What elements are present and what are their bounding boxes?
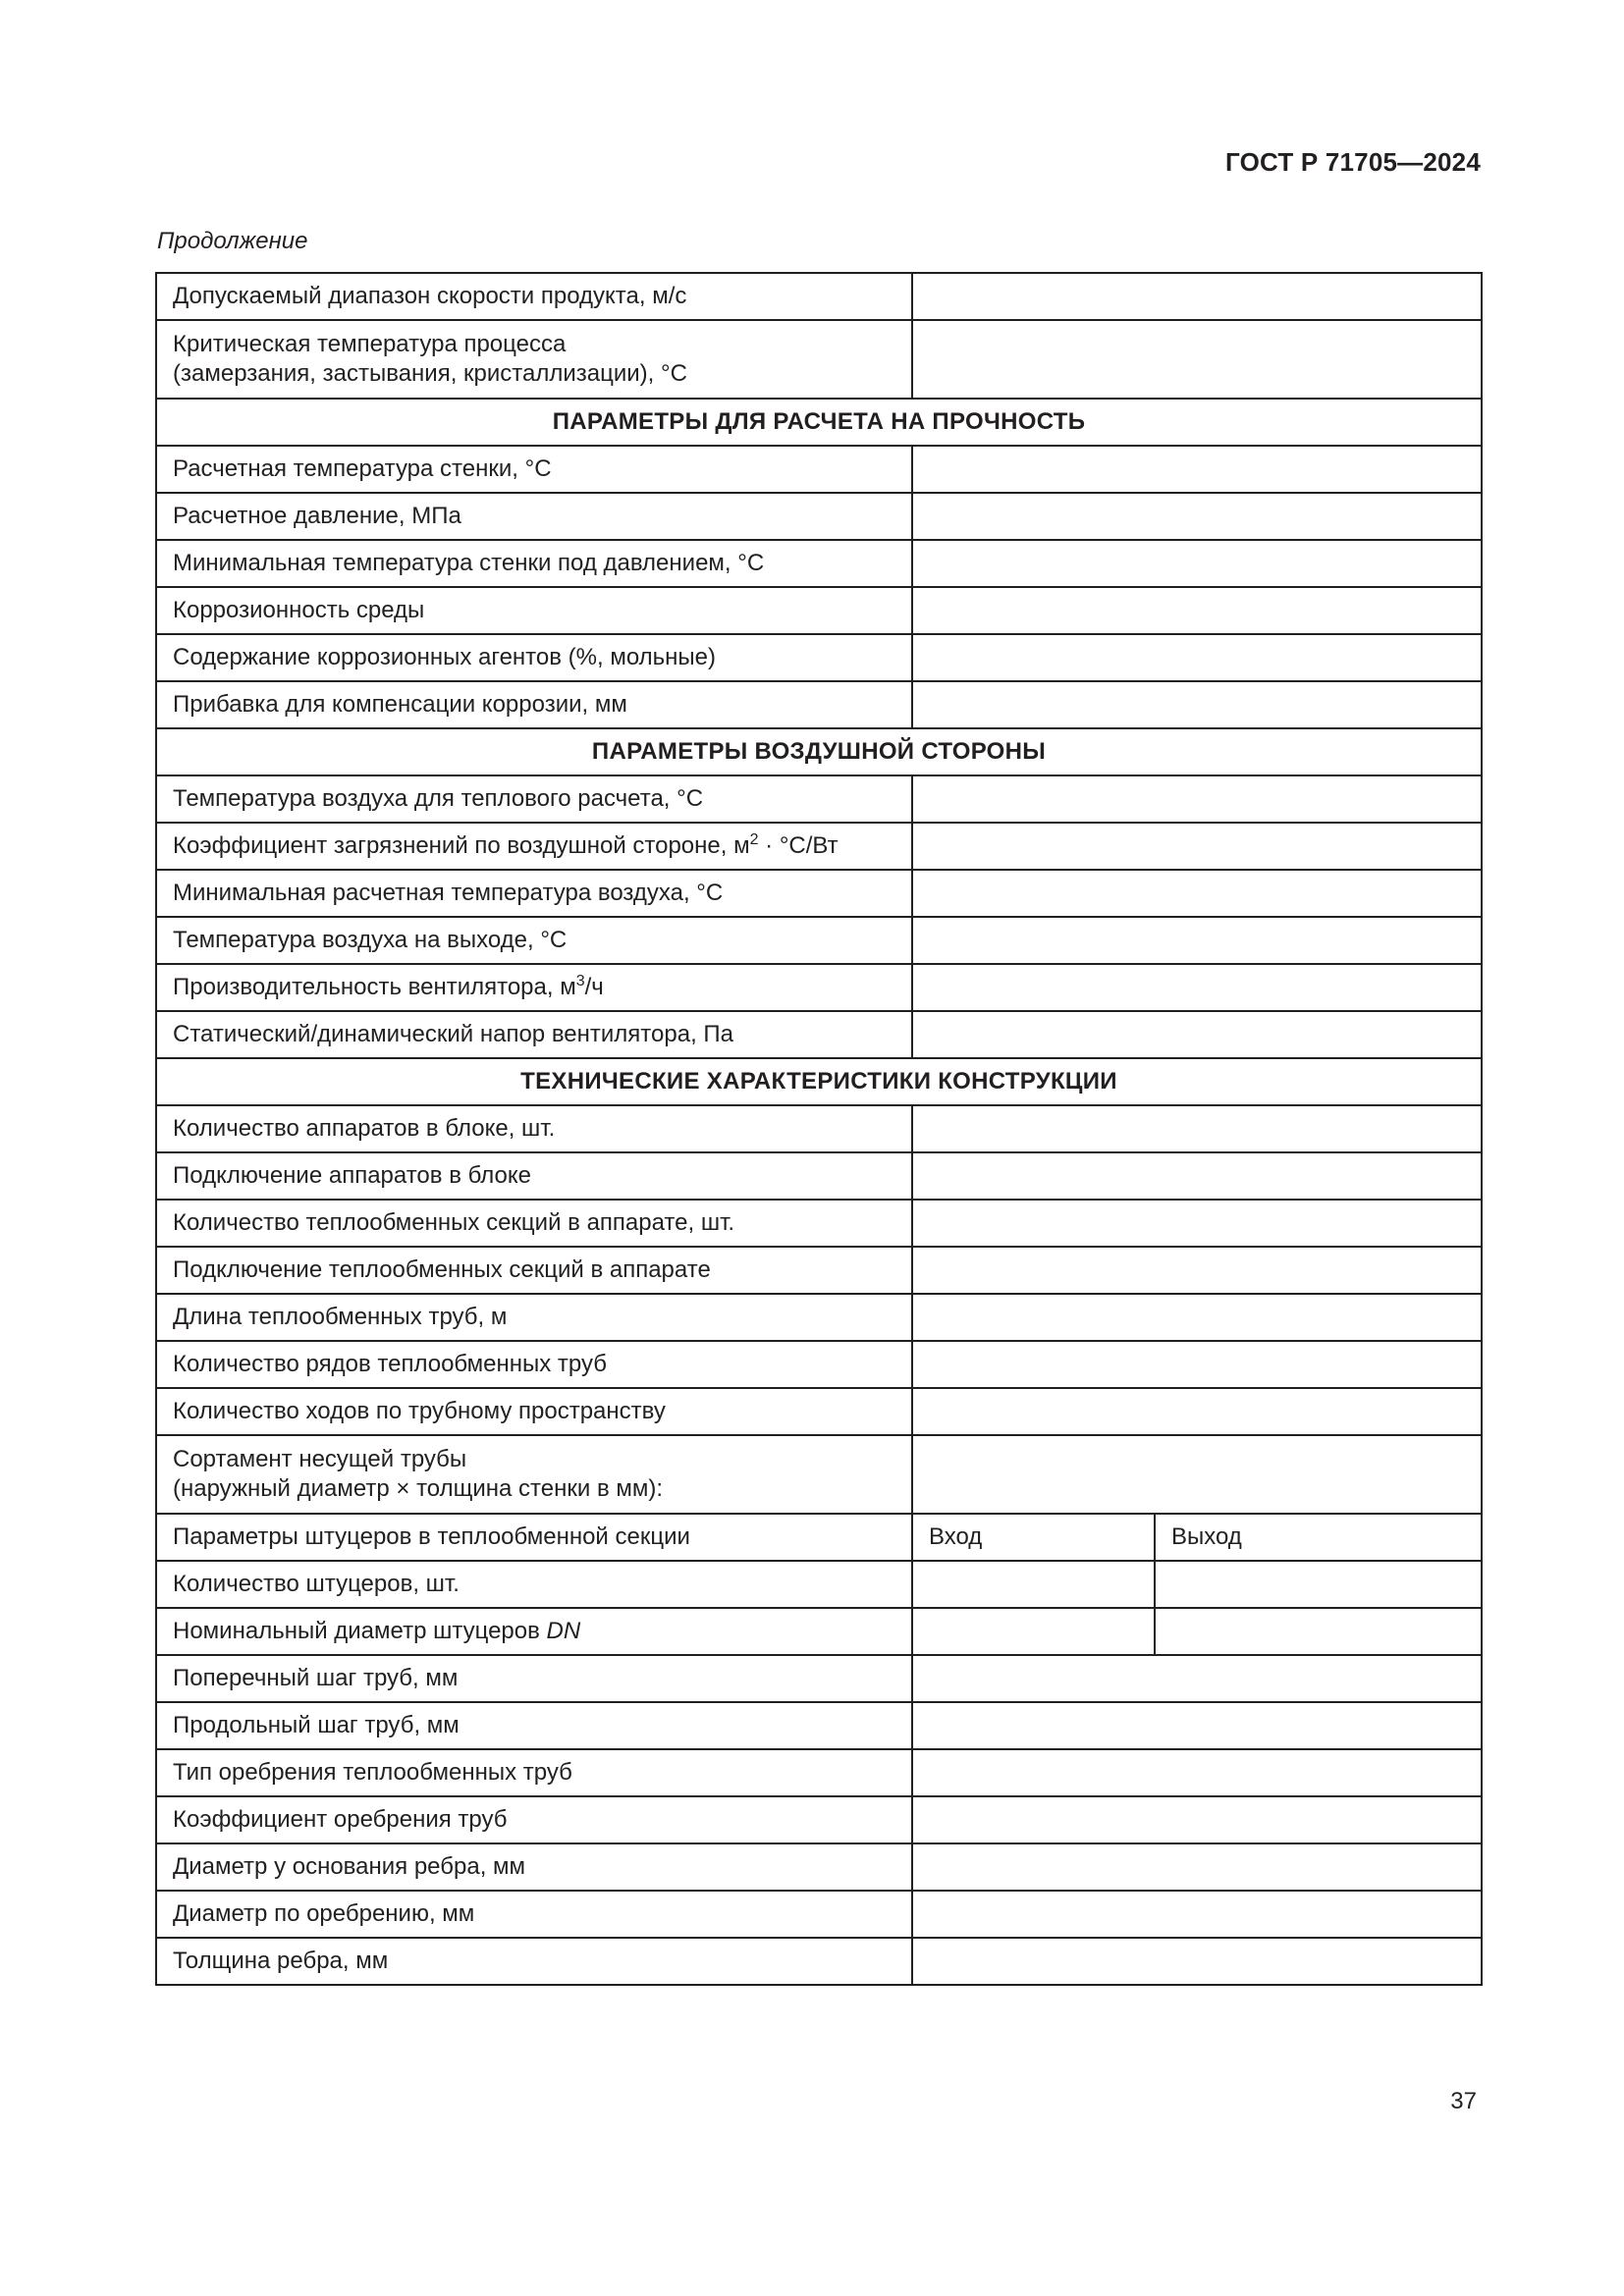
value-cell[interactable] [912,1152,1482,1200]
outlet-value-cell[interactable] [1155,1561,1482,1608]
row-label: Длина теплообменных труб, м [156,1294,912,1341]
row-label: Коэффициент оребрения труб [156,1796,912,1843]
table-row [156,917,1482,964]
value-cell[interactable] [912,446,1482,493]
table-row [156,587,1482,634]
value-cell[interactable] [912,493,1482,540]
row-label-text: /ч [584,974,604,1000]
row-label: Диаметр по оребрению, мм [156,1891,912,1938]
row-label: Количество ходов по трубному пространству [156,1388,912,1435]
value-cell[interactable] [912,1891,1482,1938]
value-cell[interactable] [912,681,1482,728]
row-label: Допускаемый диапазон скорости продукта, м/с [156,273,912,320]
table-row [156,1843,1482,1891]
table-row [156,775,1482,823]
table-row [156,1891,1482,1938]
table-row [156,1514,1482,1561]
value-cell[interactable] [912,1105,1482,1152]
row-label-line: (наружный диаметр × толщина стенки в мм): [173,1475,664,1502]
table-row [156,1200,1482,1247]
section-header-row [156,728,1482,775]
row-label-text: Номинальный диаметр штуцеров [173,1618,547,1644]
section-title: ПАРАМЕТРЫ ДЛЯ РАСЧЕТА НА ПРОЧНОСТЬ [156,399,1482,446]
table-row [156,493,1482,540]
table-row [156,1341,1482,1388]
value-cell[interactable] [912,1341,1482,1388]
value-cell[interactable] [912,1938,1482,1985]
value-cell[interactable] [912,1796,1482,1843]
document-code: ГОСТ Р 71705—2024 [1225,147,1481,177]
value-cell[interactable] [912,634,1482,681]
section-title: ПАРАМЕТРЫ ВОЗДУШНОЙ СТОРОНЫ [156,728,1482,775]
row-label [156,1608,912,1655]
table-row [156,1938,1482,1985]
value-cell[interactable] [912,775,1482,823]
value-cell[interactable] [912,587,1482,634]
value-cell[interactable] [912,1011,1482,1058]
table-row [156,1655,1482,1702]
value-cell[interactable] [912,1200,1482,1247]
table-row [156,1011,1482,1058]
row-label [156,320,912,399]
value-cell[interactable] [912,964,1482,1011]
table-row [156,634,1482,681]
table-row [156,1388,1482,1435]
table-row [156,320,1482,399]
row-label: Продольный шаг труб, мм [156,1702,912,1749]
value-cell[interactable] [912,1247,1482,1294]
table-row [156,446,1482,493]
row-label-line: Сортамент несущей трубы [173,1446,467,1472]
continuation-label: Продолжение [157,228,308,254]
value-cell[interactable] [912,1388,1482,1435]
section-title: ТЕХНИЧЕСКИЕ ХАРАКТЕРИСТИКИ КОНСТРУКЦИИ [156,1058,1482,1105]
row-label: Минимальная расчетная температура воздуха, °С [156,870,912,917]
row-label: Подключение аппаратов в блоке [156,1152,912,1200]
table-row [156,1435,1482,1514]
row-label: Параметры штуцеров в теплообменной секции [156,1514,912,1561]
table-row [156,1105,1482,1152]
row-label: Количество теплообменных секций в аппарате, шт. [156,1200,912,1247]
row-label: Прибавка для компенсации коррозии, мм [156,681,912,728]
table-row [156,681,1482,728]
row-label-text: · °С/Вт [758,832,839,859]
value-cell[interactable] [912,320,1482,399]
table-row [156,823,1482,870]
value-cell[interactable] [912,1655,1482,1702]
table-row [156,1294,1482,1341]
value-cell[interactable] [912,273,1482,320]
value-cell[interactable] [912,1843,1482,1891]
value-cell[interactable] [912,1749,1482,1796]
value-cell[interactable] [912,917,1482,964]
row-label: Коррозионность среды [156,587,912,634]
section-header-row [156,1058,1482,1105]
table-row [156,1749,1482,1796]
inlet-value-cell[interactable] [912,1561,1155,1608]
row-label-text: Производительность вентилятора, м [173,974,576,1000]
row-label: Расчетное давление, МПа [156,493,912,540]
table-row [156,1152,1482,1200]
row-label: Расчетная температура стенки, °С [156,446,912,493]
outlet-value-cell[interactable] [1155,1608,1482,1655]
row-label: Поперечный шаг труб, мм [156,1655,912,1702]
table-row [156,1561,1482,1608]
row-label: Количество рядов теплообменных труб [156,1341,912,1388]
table-row [156,1702,1482,1749]
value-cell[interactable] [912,1702,1482,1749]
table-row [156,1608,1482,1655]
row-label [156,964,912,1011]
row-label: Количество аппаратов в блоке, шт. [156,1105,912,1152]
row-label: Содержание коррозионных агентов (%, мольные) [156,634,912,681]
page-number: 37 [1450,2088,1477,2114]
row-label: Температура воздуха для теплового расчета, °С [156,775,912,823]
outlet-header: Выход [1155,1514,1482,1561]
row-label: Подключение теплообменных секций в аппарате [156,1247,912,1294]
inlet-header: Вход [912,1514,1155,1561]
row-label: Количество штуцеров, шт. [156,1561,912,1608]
table-row [156,540,1482,587]
table-row [156,273,1482,320]
row-label: Температура воздуха на выходе, °С [156,917,912,964]
value-cell[interactable] [912,540,1482,587]
value-cell[interactable] [912,823,1482,870]
row-label [156,823,912,870]
value-cell[interactable] [912,1294,1482,1341]
row-label: Толщина ребра, мм [156,1938,912,1985]
row-label: Диаметр у основания ребра, мм [156,1843,912,1891]
table-row [156,964,1482,1011]
value-cell[interactable] [912,870,1482,917]
superscript: 2 [749,831,759,848]
section-header-row [156,399,1482,446]
row-label [156,1435,912,1514]
row-label: Статический/динамический напор вентилятора, Па [156,1011,912,1058]
table-row [156,1247,1482,1294]
value-cell[interactable] [912,1435,1482,1514]
row-label-line: Критическая температура процесса [173,331,567,357]
row-label-text: Коэффициент загрязнений по воздушной стороне, м [173,832,750,859]
table-row [156,870,1482,917]
row-label-emphasis: DN [546,1618,581,1644]
row-label: Тип оребрения теплообменных труб [156,1749,912,1796]
row-label: Минимальная температура стенки под давлением, °С [156,540,912,587]
inlet-value-cell[interactable] [912,1608,1155,1655]
superscript: 3 [575,973,585,989]
table-row [156,1796,1482,1843]
specification-table [155,272,1483,1986]
row-label-line: (замерзания, застывания, кристаллизации), °С [173,360,687,387]
